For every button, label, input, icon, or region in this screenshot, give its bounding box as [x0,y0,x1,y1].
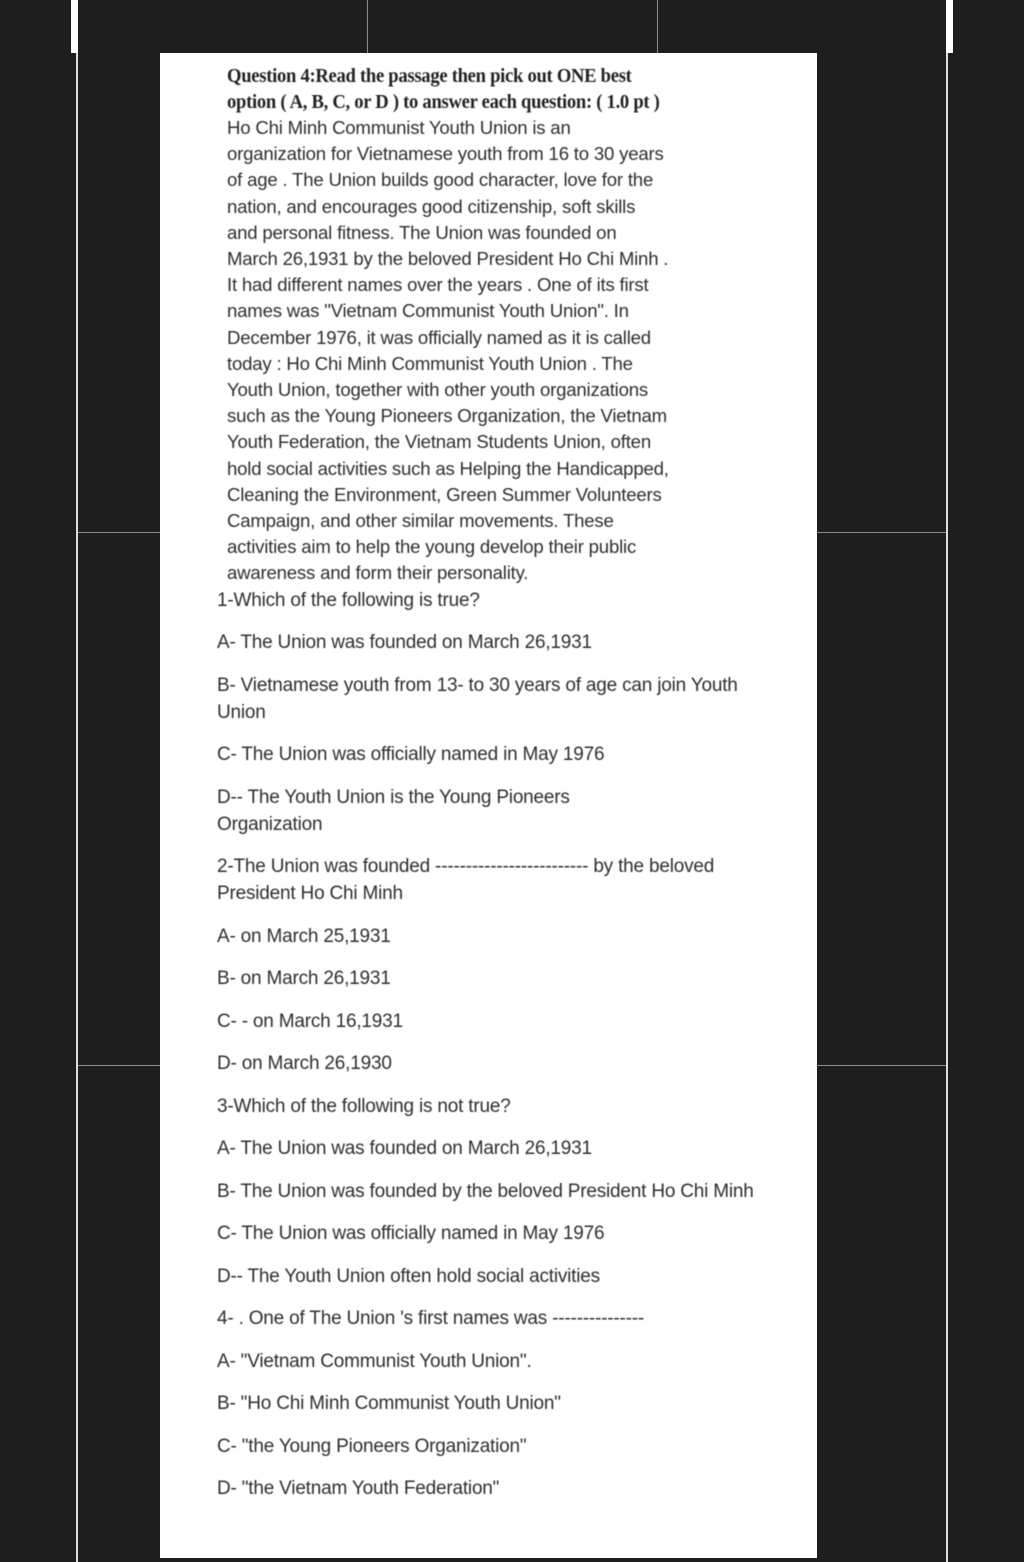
grid-line [367,0,368,53]
answer-option[interactable]: B- "Ho Chi Minh Communist Youth Union" [217,1393,561,1415]
passage-line: and personal fitness. The Union was founded on [227,221,617,243]
passage-line: March 26,1931 by the beloved President Ho Chi Minh . [227,248,669,270]
right-frame-edge-lower [946,53,948,1562]
passage-line: Youth Union, together with other youth organizations [227,379,648,401]
passage-line: Cleaning the Environment, Green Summer Volunteers [227,483,662,505]
answer-option[interactable]: B- Vietnamese youth from 13- to 30 years of age can join Youth Union [217,674,738,723]
grid-line [817,532,946,533]
passage-line: Ho Chi Minh Communist Youth Union is an [227,117,571,138]
instruction-line: Question 4:Read the passage then pick out ONE best [227,65,632,87]
passage-line: of age . The Union builds good character, love for the [227,169,654,191]
answer-option[interactable]: C- The Union was officially named in May 1976 [217,1223,605,1245]
grid-line [657,0,658,53]
document-page [160,53,817,1558]
passage-line: hold social activities such as Helping the Handicapped, [227,457,669,479]
answer-option[interactable]: A- The Union was founded on March 26,1931 [217,1138,592,1160]
passage-line: It had different names over the years . One of its first [227,274,649,296]
passage-line: today : Ho Chi Minh Communist Youth Union . The [227,352,633,374]
question-4: 4- . One of The Union 's first names was --------------- [217,1308,645,1330]
passage-line: December 1976, it was officially named as it is called [227,326,651,348]
passage-line: activities aim to help the young develop their public [227,536,637,558]
passage-line: names was "Vietnam Communist Youth Union". In [227,300,629,322]
answer-option[interactable]: A- on March 25,1931 [217,925,391,947]
answer-option[interactable]: C- "the Young Pioneers Organization" [217,1435,527,1457]
questions [217,587,797,1503]
passage-line: organization for Vietnamese youth from 16 to 30 years [227,143,664,165]
answer-option[interactable]: D-- The Youth Union often hold social activities [217,1265,600,1287]
answer-option[interactable]: A- "Vietnam Communist Youth Union". [217,1350,532,1372]
document-content [217,63,797,1502]
passage-line: such as the Young Pioneers Organization, the Vietnam [227,405,667,427]
passage-line: Youth Federation, the Vietnam Students Union, often [227,431,651,453]
passage [217,115,797,587]
question-3: 3-Which of the following is not true? [217,1095,511,1117]
answer-option[interactable]: B- The Union was founded by the beloved President Ho Chi Minh [217,1180,754,1202]
grid-line [817,1065,946,1066]
question-2: 2-The Union was founded ------------------------- by the beloved President Ho Chi Minh [217,856,715,905]
left-frame-edge [71,0,78,53]
answer-option[interactable]: A- The Union was founded on March 26,1931 [217,632,592,654]
passage-line: nation, and encourages good citizenship, soft skills [227,195,636,217]
instruction-line: option ( A, B, C, or D ) to answer each question: ( 1.0 pt ) [227,91,660,113]
answer-option[interactable]: D- on March 26,1930 [217,1053,392,1075]
passage-line: Campaign, and other similar movements. These [227,510,614,532]
question-1: 1-Which of the following is true? [217,589,480,611]
answer-option[interactable]: C- - on March 16,1931 [217,1010,403,1032]
passage-line: awareness and form their personality. [227,562,529,584]
right-frame-edge [946,0,953,53]
grid-line [78,532,160,533]
left-frame-edge-lower [76,53,78,1562]
answer-option[interactable]: B- on March 26,1931 [217,968,391,990]
answer-option[interactable]: C- The Union was officially named in May 1976 [217,744,605,766]
grid-line [78,1065,160,1066]
answer-option[interactable]: D-- The Youth Union is the Young Pioneers Organization [217,786,570,835]
answer-option[interactable]: D- "the Vietnam Youth Federation" [217,1478,500,1500]
